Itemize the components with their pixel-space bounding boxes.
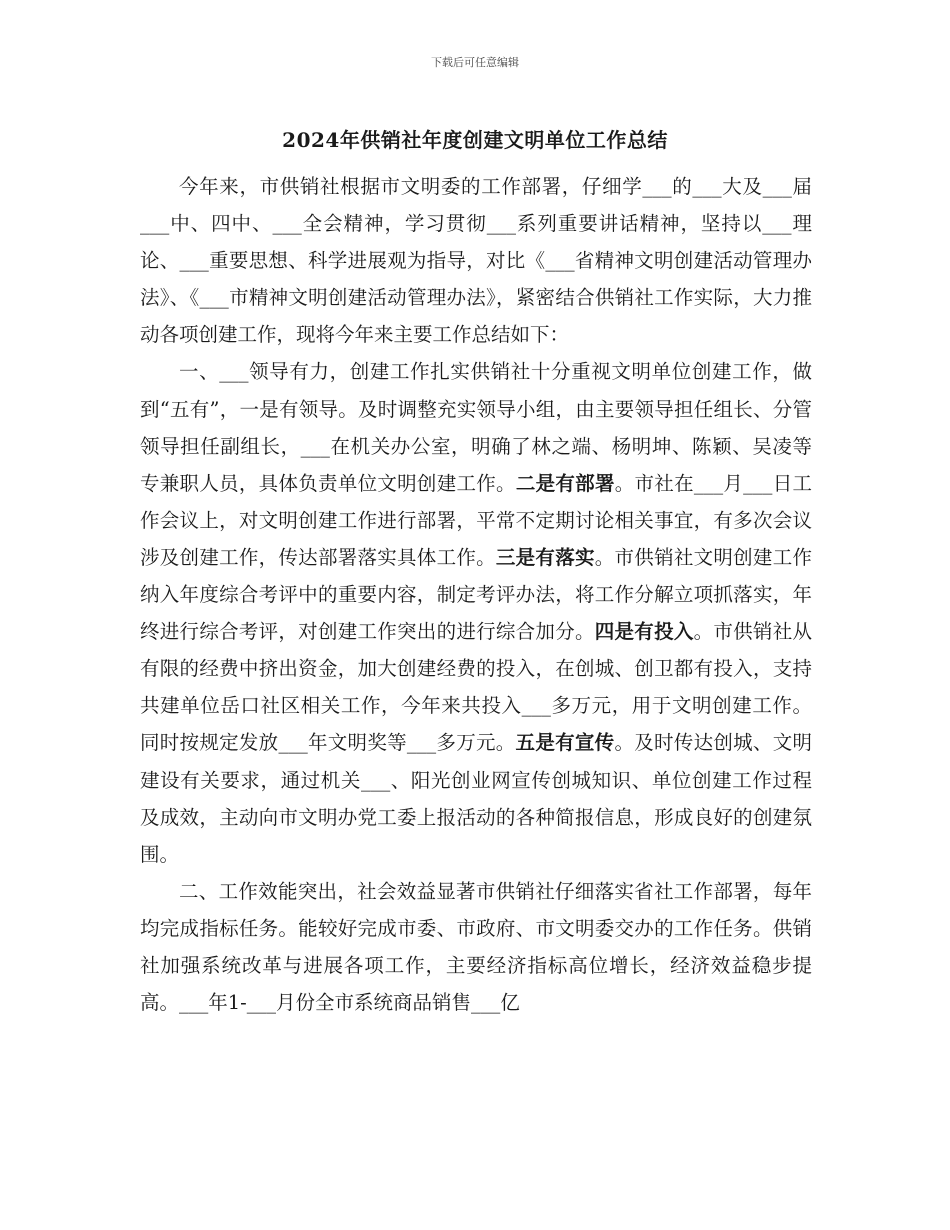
emphasis-text: 四是有投入 [594, 620, 694, 644]
paragraph-text: 。市供销社从有限的经费中挤出资金，加大创建经费的投入，在创城、创卫都有投入，支持共建单位岳口社区相关工作，今年来共投入___多万元，用于文明创建工作。同时按规定发放___年文明奖等___多万元。 [140, 620, 812, 755]
document-title: 2024年供销社年度创建文明单位工作总结 [282, 128, 668, 152]
paragraph-text: 今年来，市供销社根据市文明委的工作部署，仔细学___的___大及___届___中、四中、___全会精神，学习贯彻___系列重要讲话精神，坚持以___理论、___重要思想、科学进展观为指导，对比《___省精神文明创建活动管理办法》、《___市精神文明创建活动管理办法》，紧密结合供销社工作实际，大力推动各项创建工作，现将今年来主要工作总结如下： [140, 175, 812, 347]
paragraph-text: 一、___领导有力，创建工作扎实供销社十分重视文明单位创建工作，做到“五有”，一是有领导。及时调整充实领导小组，由主要领导担任组长、分管领导担任副组长，___在机关办公室，明确了林之端、杨明坤、陈颖、吴凌等专兼职人员，具体负责单位文明创建工作。 [140, 360, 812, 495]
paragraph-text: 。市社在___月___日工作会议上，对文明创建工作进行部署，平常不定期讨论相关事宜，有多次会议涉及创建工作，传达部署落实具体工作。 [140, 471, 812, 569]
emphasis-text: 二是有部署 [515, 471, 615, 495]
paragraph-intro [140, 168, 812, 353]
emphasis-text: 三是有落实 [495, 545, 595, 569]
paragraph-text: 。及时传达创城、文明建设有关要求，通过机关___、阳光创业网宣传创城知识、单位创建工作过程及成效，主动向市文明办党工委上报活动的各种简报信息，形成良好的创建氛围。 [140, 731, 812, 866]
page-header-note: 下载后可任意编辑 [431, 56, 519, 69]
paragraph-text: 二、工作效能突出，社会效益显著市供销社仔细落实省社工作部署，每年均完成指标任务。能较好完成市委、市政府、市文明委交办的工作任务。供销社加强系统改革与进展各项工作，主要经济指标高位增长，经济效益稳步提高。___年1-___月份全市系统商品销售___亿 [140, 879, 812, 1015]
paragraph-section-two [140, 873, 812, 1021]
document-body [140, 168, 812, 1021]
paragraph-section-one [140, 353, 812, 872]
emphasis-text: 五是有宣传 [515, 731, 615, 755]
paragraph-text: 。市供销社文明创建工作纳入年度综合考评中的重要内容，制定考评办法，将工作分解立项抓落实，年终进行综合考评，对创建工作突出的进行综合加分。 [140, 545, 812, 644]
